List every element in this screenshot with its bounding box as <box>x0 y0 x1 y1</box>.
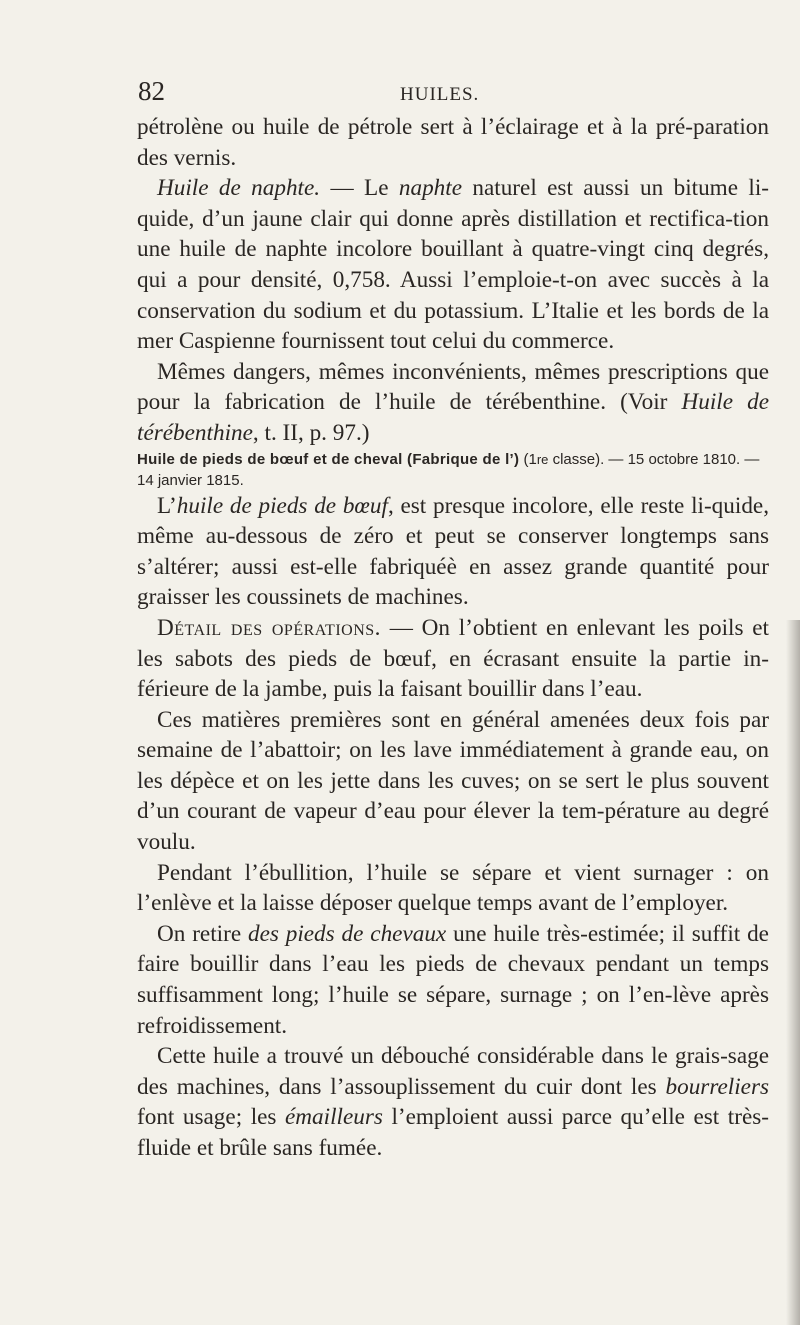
classification-entry <box>137 449 769 491</box>
memes-text: Mêmes dangers, mêmes inconvénients, mêmes prescriptions que pour la fabrication de l’huile de térébenthine. (Voir <box>137 358 769 416</box>
detail-label: Détail des opérations. <box>157 614 381 641</box>
memes-reference-rest: , t. II, p. 97.) <box>252 419 370 446</box>
paragraph-debouche <box>137 1041 769 1163</box>
matieres-text: Ces matières premières sont en général amenées deux fois par semaine de l’abattoir; on les lave immédiatement à grande eau, on les dépèce et on les jette dans les cuves; on se sert le plus souvent d’un courant de vapeur d’eau pour élever la tem-pérature au degré voulu. <box>137 706 769 856</box>
naphte-term: naphte <box>398 175 462 202</box>
entry-class-sup: re <box>536 451 549 467</box>
paragraph-boeuf <box>137 491 769 613</box>
paragraph-chevaux <box>137 919 769 1041</box>
running-title: HUILES. <box>400 84 480 105</box>
chevaux-text: une huile très-estimée; il suffit de faire bouillir dans l’eau les pieds de chevaux pendant un temps suffisamment long; l’huile se sépare, surnage ; on l’en-lève après refroidissement. <box>137 920 769 1039</box>
naphte-le: Le <box>364 175 399 202</box>
running-head <box>0 76 800 106</box>
debouche-mid: font usage; les <box>137 1104 285 1131</box>
debouche-text: l’emploient aussi parce qu’elle est très-fluide et brûle sans fumée. <box>137 1104 769 1161</box>
paragraph-petrole <box>137 112 769 173</box>
boeuf-italic: huile de pieds de bœuf <box>176 492 388 519</box>
chevaux-lead: On retire <box>157 920 248 947</box>
page-number: 82 <box>138 76 165 106</box>
naphte-dash: — <box>320 175 365 202</box>
boeuf-lead: L’ <box>157 492 177 519</box>
memes-reference: Huile de térébenthine <box>137 389 769 446</box>
debouche-italic-bourreliers: bourreliers <box>665 1073 769 1100</box>
entry-class-open: (1 <box>523 450 537 468</box>
body-text <box>137 112 769 1164</box>
entry-class-rest: classe). — 15 octobre 1810. — 14 janvier 1815. <box>137 450 760 489</box>
ebullition-text: Pendant l’ébullition, l’huile se sépare et vient surnager : on l’enlève et la laisse déposer quelque temps avant de l’employer. <box>137 859 769 917</box>
boeuf-text: , est presque incolore, elle reste li-quide, même au-dessous de zéro et peut se conserver longtemps sans s’altérer; aussi est-elle fabriquéè en assez grande quantité pour graisser les coussinets de machines. <box>137 492 769 611</box>
page-edge-shadow <box>786 620 800 1325</box>
paragraph-memes <box>137 357 769 449</box>
paragraph-naphte <box>137 173 769 357</box>
paragraph-ebullition <box>137 858 769 919</box>
debouche-italic-emailleurs: émailleurs <box>285 1104 383 1131</box>
naphte-heading: Huile de naphte. <box>157 175 321 202</box>
naphte-text: naturel est aussi un bitume li-quide, d’un jaune clair qui donne après distillation et rectifica-tion une huile de naphte incolore bouillant à quatre-vingt cinq degrés, qui a pour densité, 0,758. Aussi l’emploie-t-on avec succès à la conservation du sodium et du potassium. L’Italie et les bords de la mer Caspienne fournissent tout celui du commerce. <box>137 175 770 355</box>
paragraph-detail <box>137 613 769 705</box>
chevaux-italic: des pieds de chevaux <box>247 920 447 947</box>
petrole-text: pétrolène ou huile de pétrole sert à l’éclairage et à la pré-paration des vernis. <box>137 114 769 171</box>
detail-text: — On l’obtient en enlevant les poils et les sabots des pieds de bœuf, en écrasant ensuite la partie in-férieure de la jambe, puis la faisant bouillir dans l’eau. <box>137 614 769 703</box>
debouche-lead: Cette huile a trouvé un débouché considérable dans le grais-sage des machines, dans l’assouplissement du cuir dont les <box>137 1043 769 1100</box>
paragraph-matieres <box>137 705 769 858</box>
entry-title: Huile de pieds de bœuf et de cheval (Fabrique de l’) <box>137 450 520 468</box>
